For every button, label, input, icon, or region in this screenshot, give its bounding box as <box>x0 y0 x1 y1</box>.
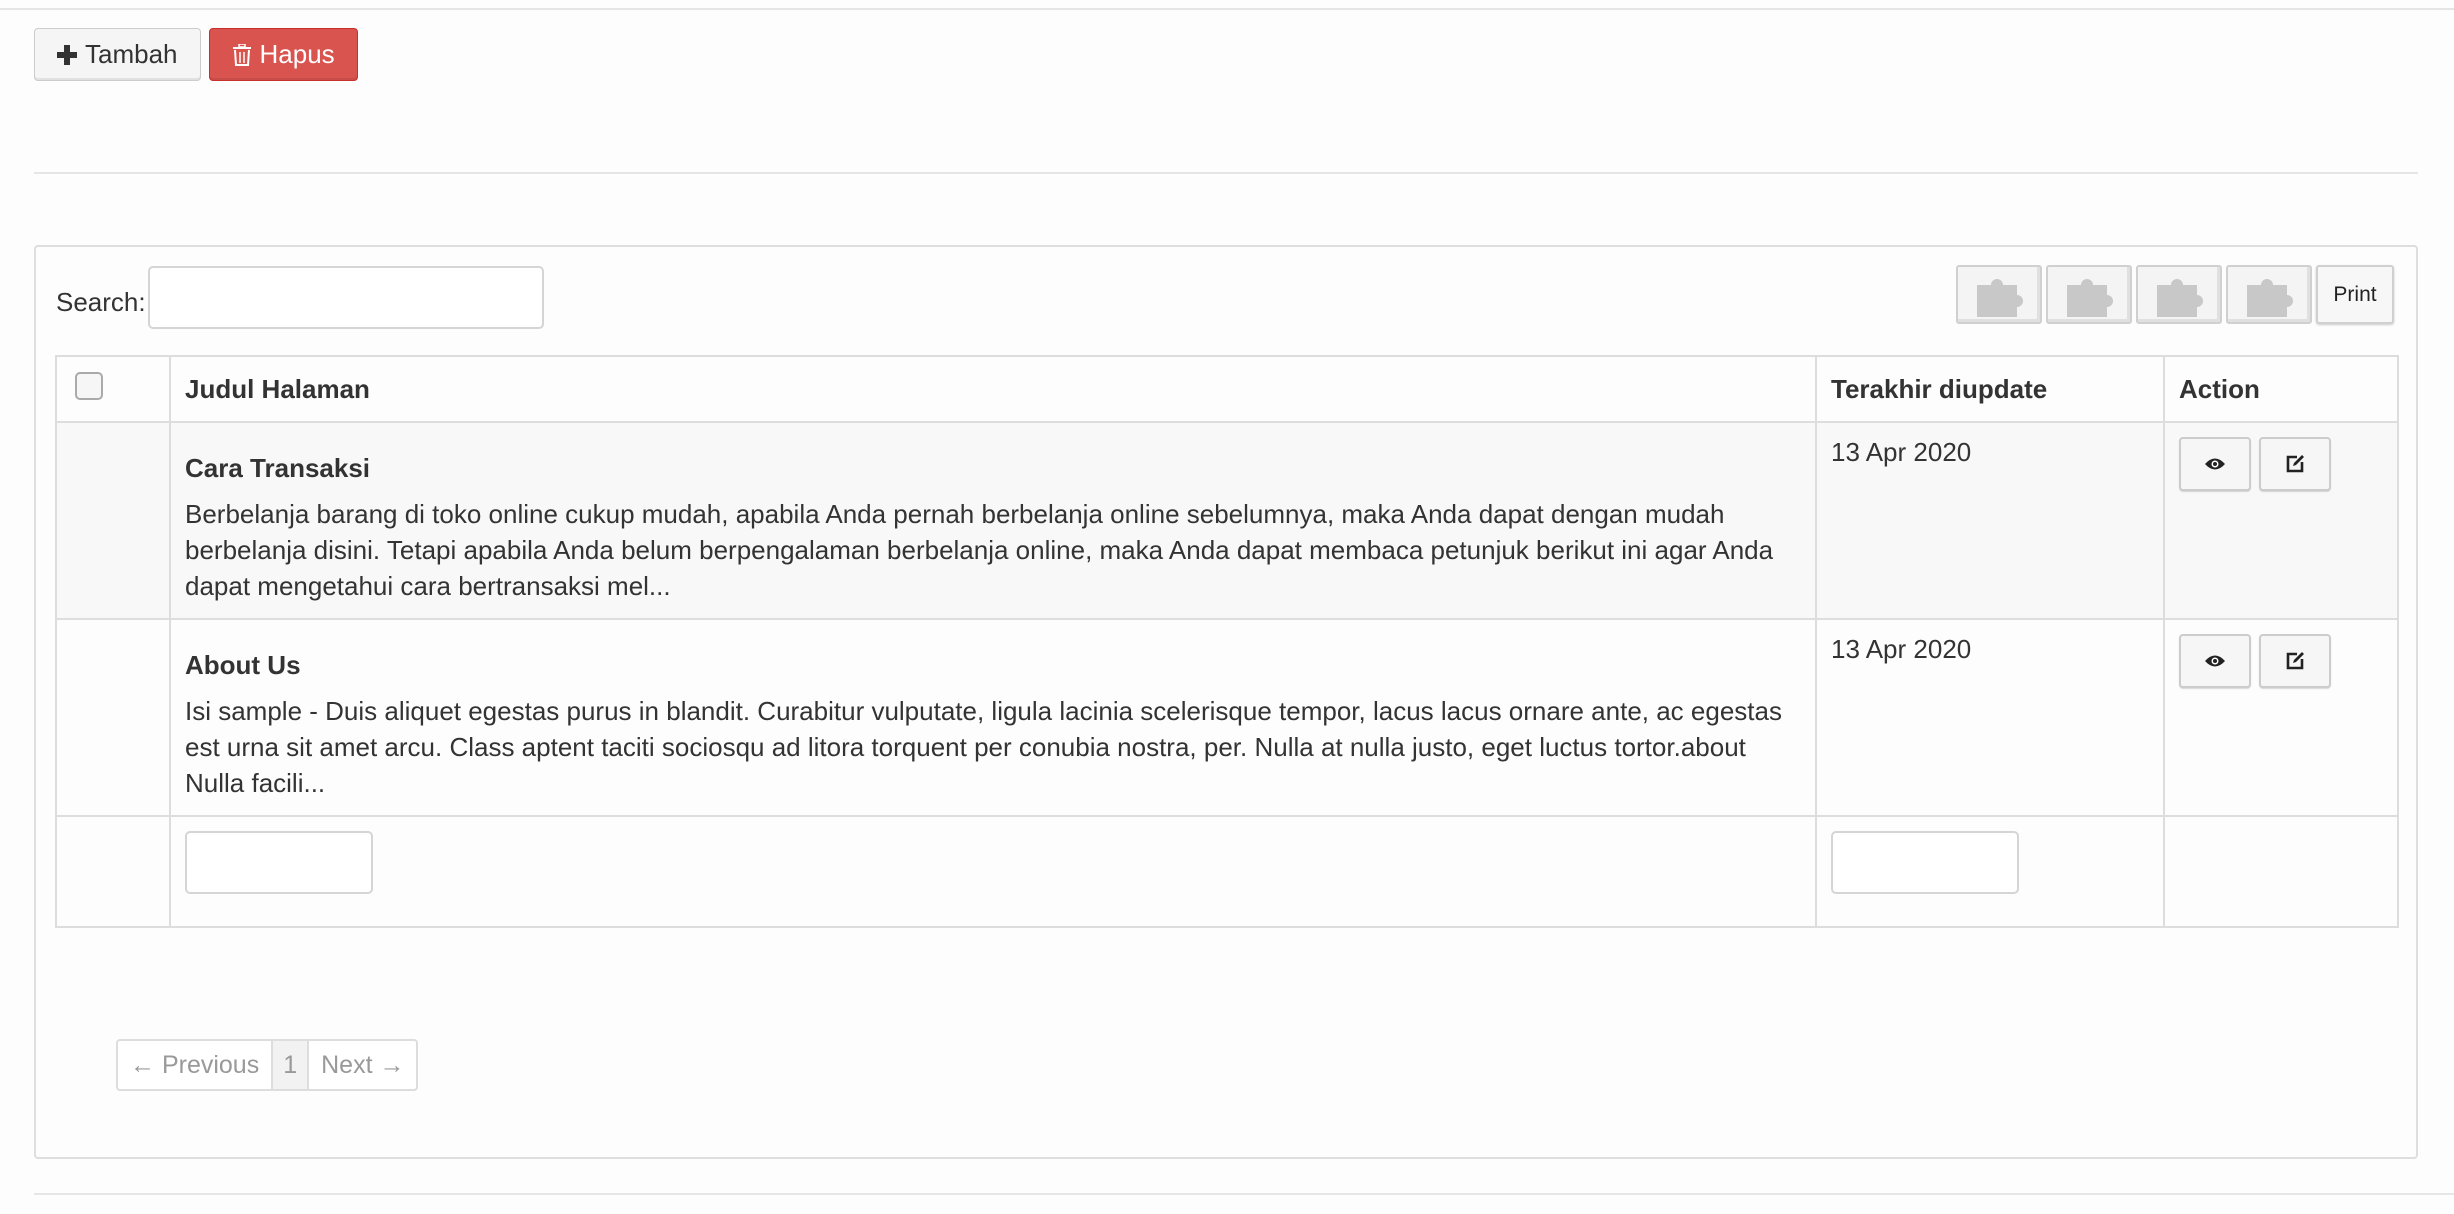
filter-updated-cell <box>1816 816 2164 927</box>
row-description: Isi sample - Duis aliquet egestas purus in blandit. Curabitur vulputate, ligula lacinia scelerisque tempor, lacus lacus ornare ante, ac egestas est urna sit amet arcu. Class aptent taciti sociosqu ad litora torquent per conubia nostra, per. Nulla at nulla justo, eget luctus tortor.about Nulla facili... <box>185 696 1782 798</box>
pagination <box>116 1039 418 1091</box>
row-title: Cara Transaksi <box>185 453 371 483</box>
row-content-cell <box>170 422 1816 619</box>
section-divider <box>34 172 2418 174</box>
row-description: Berbelanja barang di toko online cukup mudah, apabila Anda pernah berbelanja online sebelumnya, maka Anda dapat dengan mudah berbelanja disini. Tetapi apabila Anda belum berpengalaman berbelanja online, maka Anda dapat membaca petunjuk berikut ini agar Anda dapat mengetahui cara bertransaksi mel... <box>185 499 1774 601</box>
puzzle-icon <box>2243 273 2295 317</box>
add-button-label: Tambah <box>85 39 178 69</box>
previous-page-button[interactable]: ← Previous <box>116 1039 273 1091</box>
bottom-divider <box>34 1193 2454 1195</box>
puzzle-icon <box>2153 273 2205 317</box>
edit-button[interactable] <box>2259 634 2331 688</box>
trash-icon <box>232 44 252 66</box>
row-actions <box>2164 619 2398 816</box>
row-title: About Us <box>185 650 301 680</box>
view-button[interactable] <box>2179 437 2251 491</box>
row-updated: 13 Apr 2020 <box>1816 619 2164 816</box>
next-page-button[interactable]: Next → <box>307 1039 418 1091</box>
row-select-cell[interactable] <box>56 422 170 619</box>
search-input[interactable] <box>148 266 544 329</box>
filter-title-cell <box>170 816 1816 927</box>
table-header-row <box>56 356 2398 422</box>
tool-button-4[interactable] <box>2226 265 2312 324</box>
tool-button-1[interactable] <box>1956 265 2042 324</box>
row-content-cell <box>170 619 1816 816</box>
puzzle-icon <box>1973 273 2025 317</box>
toolbar <box>34 28 358 81</box>
filter-row <box>56 816 2398 927</box>
top-divider <box>0 8 2454 10</box>
plus-icon <box>57 45 77 65</box>
table-row <box>56 619 2398 816</box>
puzzle-icon <box>2063 273 2115 317</box>
filter-action-cell <box>2164 816 2398 927</box>
delete-button-label: Hapus <box>259 39 335 69</box>
header-action: Action <box>2164 356 2398 422</box>
filter-title-input[interactable] <box>185 831 373 894</box>
filter-empty-cell <box>56 816 170 927</box>
table-row <box>56 422 2398 619</box>
print-button[interactable]: Print <box>2316 265 2394 324</box>
edit-button[interactable] <box>2259 437 2331 491</box>
header-title[interactable]: Judul Halaman <box>170 356 1816 422</box>
row-actions <box>2164 422 2398 619</box>
pages-table <box>55 355 2399 928</box>
header-updated[interactable]: Terakhir diupdate <box>1816 356 2164 422</box>
row-updated: 13 Apr 2020 <box>1816 422 2164 619</box>
add-button[interactable] <box>34 28 201 81</box>
eye-icon <box>2204 654 2226 668</box>
page-1-button[interactable]: 1 <box>271 1039 309 1091</box>
eye-icon <box>2204 457 2226 471</box>
edit-icon <box>2285 454 2305 474</box>
filter-updated-input[interactable] <box>1831 831 2019 894</box>
data-table-panel <box>34 245 2418 1159</box>
edit-icon <box>2285 651 2305 671</box>
tool-button-2[interactable] <box>2046 265 2132 324</box>
tool-button-3[interactable] <box>2136 265 2222 324</box>
row-select-cell[interactable] <box>56 619 170 816</box>
search-label: Search: <box>56 287 146 317</box>
delete-button[interactable] <box>209 28 358 81</box>
table-tools <box>1956 265 2394 324</box>
view-button[interactable] <box>2179 634 2251 688</box>
select-all-checkbox[interactable] <box>75 372 103 400</box>
header-select-cell <box>56 356 170 422</box>
